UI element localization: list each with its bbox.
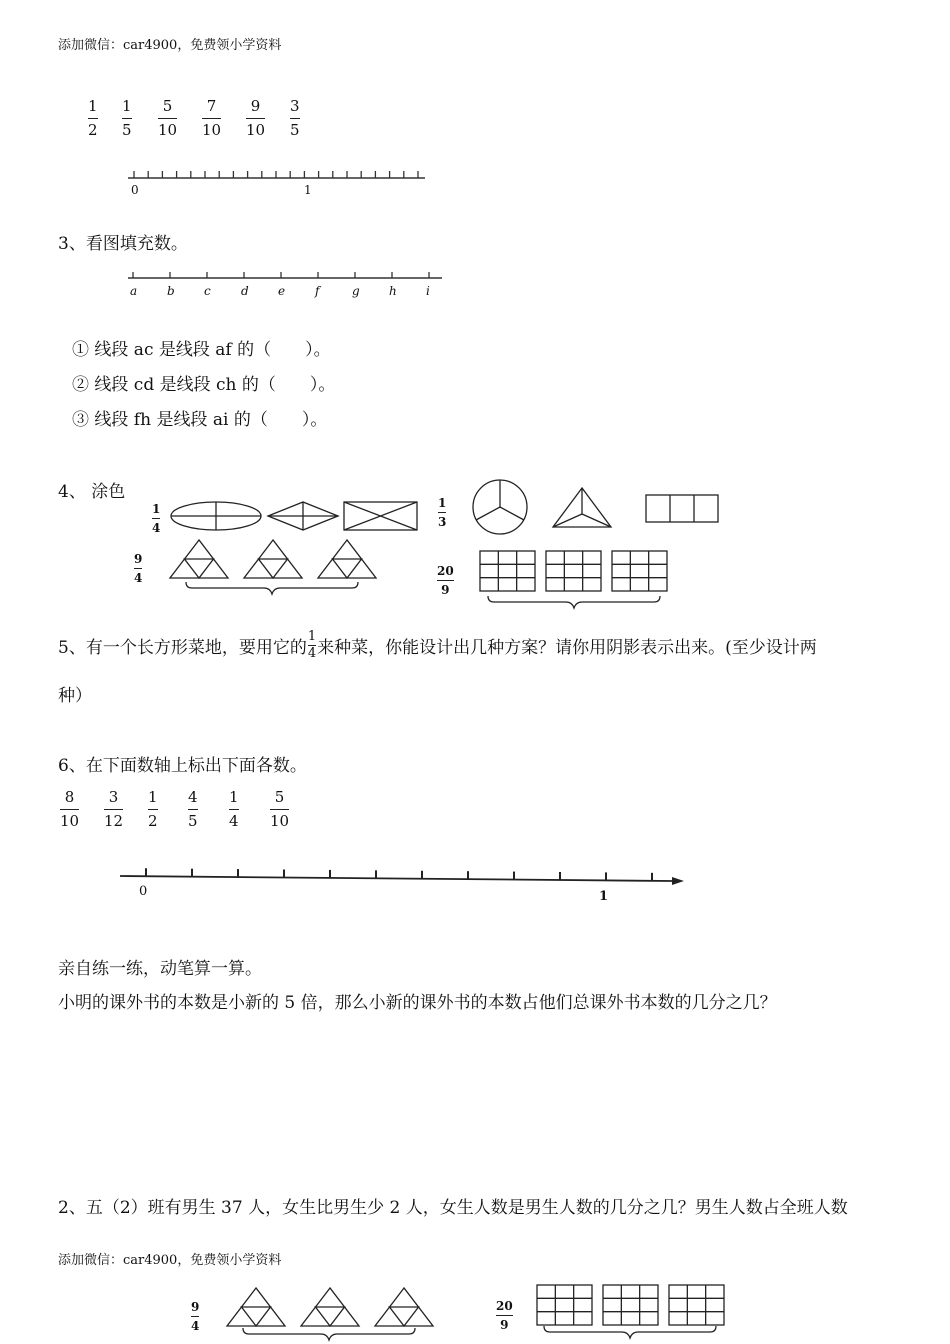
q6-fraction: 1 2 [148, 788, 158, 830]
grid-group [537, 1285, 724, 1325]
q6-fraction: 1 4 [229, 788, 239, 830]
q6-axis-zero: 0 [139, 884, 148, 899]
q2-fraction: 1 2 [88, 97, 98, 139]
q4-fraction-quarter: 1 4 [152, 502, 161, 535]
q2-fraction: 3 5 [290, 97, 300, 139]
q3-point-label: d [241, 284, 249, 298]
q3-point-label: f [315, 284, 320, 298]
quartered-triangle [301, 1288, 359, 1326]
bottom-fraction-nine-fourths: 9 4 [191, 1300, 200, 1333]
q2-fraction: 1 5 [122, 97, 132, 139]
footer-header-text: 添加微信：car4900，免费领小学资料 [58, 1253, 282, 1268]
q3-item-1: ① 线段 ac 是线段 af 的（ ）。 [72, 340, 331, 360]
quartered-triangle [375, 1288, 433, 1326]
q4-fraction-third: 1 3 [438, 496, 447, 529]
q5-text-after: 来种菜，你能设计出几种方案？请你用阴影表示出来。(至少设计两 [317, 638, 817, 658]
q6-fraction: 8 10 [60, 788, 80, 830]
triangle-group [227, 1288, 433, 1326]
bottom-fraction-twenty-ninths: 20 9 [496, 1299, 513, 1332]
nine-cell-grid [669, 1285, 724, 1325]
q6-fraction: 4 5 [188, 788, 198, 830]
q3-point-label: g [352, 284, 360, 298]
q6-fraction: 5 10 [270, 788, 290, 830]
q3-point-label: i [426, 284, 430, 298]
q6-axis-one: 1 [599, 889, 609, 904]
q2-axis-zero: 0 [131, 183, 139, 197]
q6-title: 6、在下面数轴上标出下面各数。 [58, 756, 307, 776]
practice-problem-1: 小明的课外书的本数是小新的 5 倍，那么小新的课外书的本数占他们总课外书本数的几分之几？ [58, 993, 777, 1013]
q6-fraction: 3 12 [104, 788, 124, 830]
q5-text-before: 5、有一个长方形菜地，要用它的 [58, 638, 307, 658]
q4-fraction-twenty-ninths: 20 9 [437, 564, 454, 597]
q3-point-label: a [130, 284, 138, 298]
q3-item-3: ③ 线段 fh 是线段 ai 的（ ）。 [72, 410, 328, 430]
q4-title: 4、 涂色 [58, 482, 126, 502]
practice-title: 亲自练一练，动笔算一算。 [58, 959, 262, 979]
practice-problem-2: 2、五（2）班有男生 37 人，女生比男生少 2 人，女生人数是男生人数的几分之几？男生人数占全班人数 [58, 1198, 848, 1218]
nine-cell-grid [537, 1285, 592, 1325]
q2-fraction: 9 10 [246, 97, 266, 139]
q2-axis-one: 1 [304, 183, 312, 197]
q2-fraction: 5 10 [158, 97, 178, 139]
q3-item-2: ② 线段 cd 是线段 ch 的（ ）。 [72, 375, 336, 395]
q3-point-label: e [278, 284, 286, 298]
q3-title: 3、看图填充数。 [58, 234, 188, 254]
nine-cell-grid [603, 1285, 658, 1325]
quartered-triangle [227, 1288, 285, 1326]
q3-point-label: b [167, 284, 175, 298]
q5-line2: 种） [58, 686, 92, 706]
q2-fraction: 7 10 [202, 97, 222, 139]
q5-fraction: $\frac{1}{4}$ [307, 629, 317, 661]
q3-point-label: h [389, 284, 397, 298]
q4-fraction-nine-fourths: 9 4 [134, 552, 143, 585]
header-text: 添加微信：car4900，免费领小学资料 [58, 38, 282, 53]
q3-point-label: c [204, 284, 211, 298]
